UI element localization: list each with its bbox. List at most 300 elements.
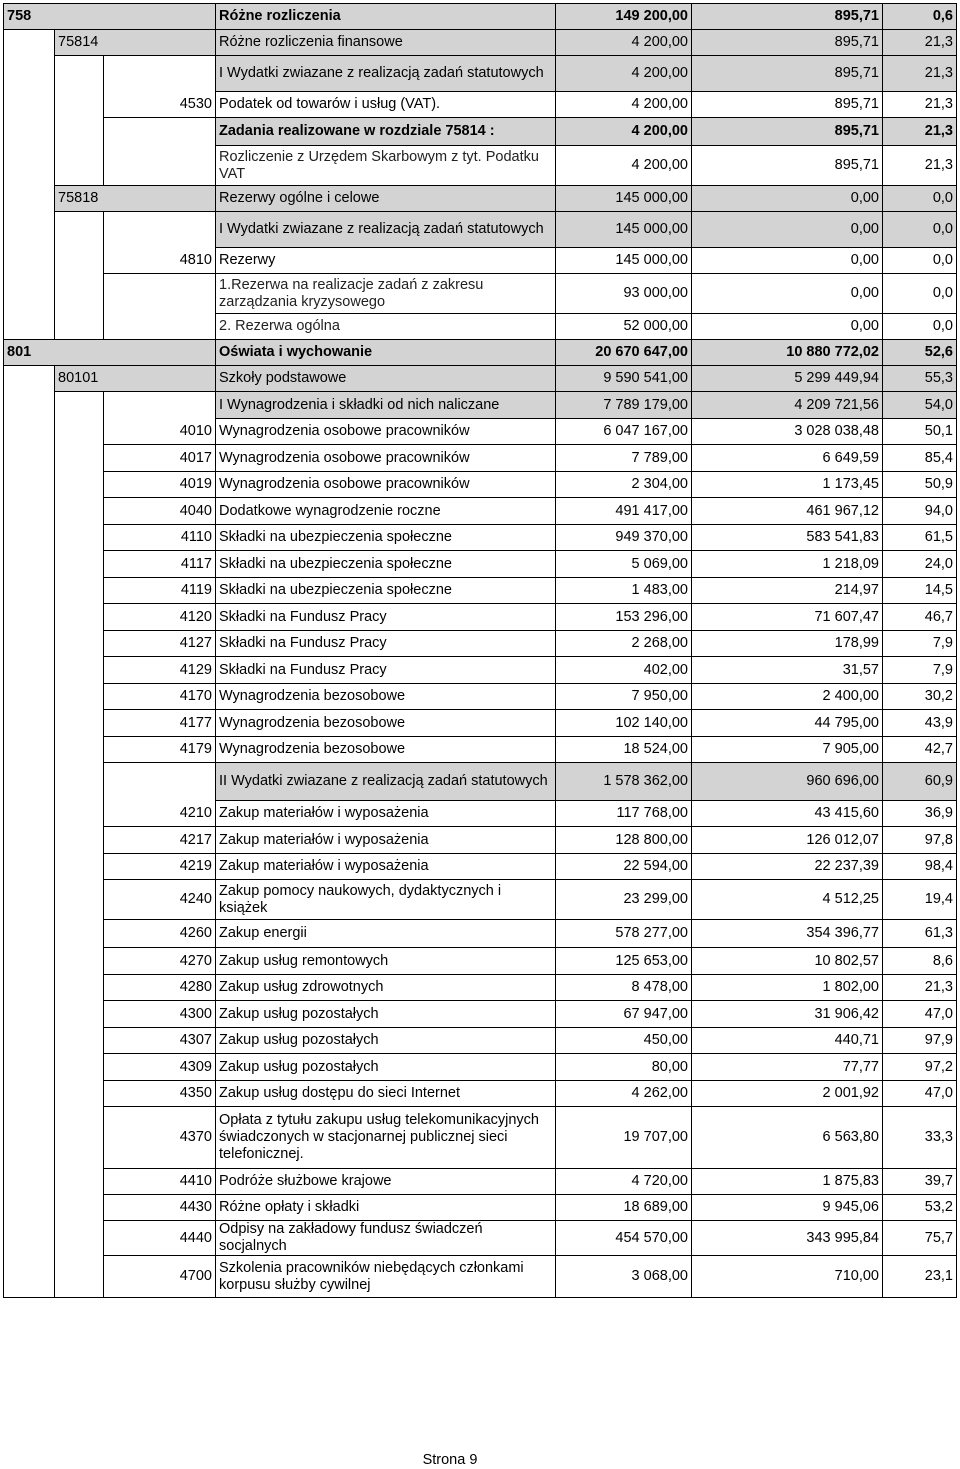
cell-plan: 7 789,00 — [556, 445, 692, 472]
cell-paragraf — [104, 763, 216, 801]
cell-name: 2. Rezerwa ogólna — [216, 314, 556, 340]
cell-paragraf: 4127 — [104, 631, 216, 657]
cell-name: Zakup materiałów i wyposażenia — [216, 854, 556, 880]
cell-procent: 55,3 — [883, 366, 957, 392]
cell-procent: 97,9 — [883, 1028, 957, 1054]
cell-plan: 949 370,00 — [556, 525, 692, 551]
cell-plan: 4 200,00 — [556, 56, 692, 92]
cell-plan: 4 200,00 — [556, 118, 692, 146]
cell-paragraf — [104, 314, 216, 340]
cell-procent: 23,1 — [883, 1256, 957, 1298]
cell-procent: 97,8 — [883, 827, 957, 854]
table-row — [4, 56, 957, 92]
cell-rozdzial — [55, 1054, 104, 1081]
cell-rozdzial — [55, 1081, 104, 1107]
cell-wykonanie: 77,77 — [692, 1054, 883, 1081]
cell-wykonanie: 44 795,00 — [692, 710, 883, 737]
cell-dzial — [4, 657, 55, 684]
cell-name: Wynagrodzenia osobowe pracowników — [216, 445, 556, 472]
cell-name: I Wynagrodzenia i składki od nich naliczane — [216, 392, 556, 419]
cell-plan: 491 417,00 — [556, 498, 692, 525]
cell-rozdzial — [55, 1256, 104, 1298]
cell-wykonanie: 178,99 — [692, 631, 883, 657]
cell-plan: 7 789 179,00 — [556, 392, 692, 419]
cell-dzial — [4, 186, 55, 212]
cell-wykonanie: 22 237,39 — [692, 854, 883, 880]
cell-plan: 145 000,00 — [556, 212, 692, 248]
cell-dzial — [4, 763, 55, 801]
cell-wykonanie: 710,00 — [692, 1256, 883, 1298]
cell-plan: 402,00 — [556, 657, 692, 684]
cell-name: Składki na Fundusz Pracy — [216, 604, 556, 631]
cell-procent: 42,7 — [883, 737, 957, 763]
cell-rozdzial — [55, 472, 104, 498]
cell-name: 1.Rezerwa na realizacje zadań z zakresu zarządzania kryzysowego — [216, 274, 556, 314]
cell-procent: 7,9 — [883, 657, 957, 684]
table-row — [4, 30, 957, 56]
cell-dzial — [4, 445, 55, 472]
table-row — [4, 551, 957, 578]
cell-wykonanie: 461 967,12 — [692, 498, 883, 525]
cell-wykonanie: 895,71 — [692, 56, 883, 92]
cell-name: Wynagrodzenia bezosobowe — [216, 710, 556, 737]
cell-wykonanie: 895,71 — [692, 146, 883, 186]
cell-paragraf — [104, 340, 216, 366]
cell-dzial — [4, 366, 55, 392]
cell-wykonanie: 214,97 — [692, 578, 883, 604]
cell-paragraf — [104, 366, 216, 392]
cell-dzial — [4, 1256, 55, 1298]
cell-wykonanie: 4 209 721,56 — [692, 392, 883, 419]
cell-name: Zakup usług dostępu do sieci Internet — [216, 1081, 556, 1107]
cell-dzial — [4, 498, 55, 525]
cell-name: Wynagrodzenia bezosobowe — [216, 737, 556, 763]
cell-paragraf: 4280 — [104, 975, 216, 1001]
cell-dzial — [4, 1195, 55, 1221]
cell-plan: 52 000,00 — [556, 314, 692, 340]
cell-rozdzial — [55, 4, 104, 30]
cell-paragraf: 4300 — [104, 1001, 216, 1028]
cell-rozdzial — [55, 1195, 104, 1221]
cell-dzial — [4, 92, 55, 118]
table-row — [4, 248, 957, 274]
cell-procent: 21,3 — [883, 56, 957, 92]
cell-dzial — [4, 472, 55, 498]
cell-name: Zakup pomocy naukowych, dydaktycznych i książek — [216, 880, 556, 920]
cell-name: Dodatkowe wynagrodzenie roczne — [216, 498, 556, 525]
table-row — [4, 340, 957, 366]
cell-procent: 54,0 — [883, 392, 957, 419]
cell-dzial — [4, 1001, 55, 1028]
cell-dzial — [4, 525, 55, 551]
budget-table — [3, 3, 957, 1298]
cell-wykonanie: 71 607,47 — [692, 604, 883, 631]
table-row — [4, 274, 957, 314]
cell-wykonanie: 0,00 — [692, 248, 883, 274]
cell-dzial — [4, 827, 55, 854]
table-row — [4, 1001, 957, 1028]
cell-rozdzial — [55, 1107, 104, 1169]
cell-rozdzial — [55, 578, 104, 604]
cell-rozdzial — [55, 118, 104, 146]
cell-paragraf: 4010 — [104, 419, 216, 445]
cell-wykonanie: 1 802,00 — [692, 975, 883, 1001]
cell-name: Zadania realizowane w rozdziale 75814 : — [216, 118, 556, 146]
cell-plan: 145 000,00 — [556, 186, 692, 212]
cell-dzial — [4, 1169, 55, 1195]
cell-dzial — [4, 920, 55, 948]
cell-procent: 85,4 — [883, 445, 957, 472]
cell-name: Rozliczenie z Urzędem Skarbowym z tyt. Podatku VAT — [216, 146, 556, 186]
cell-procent: 94,0 — [883, 498, 957, 525]
cell-paragraf — [104, 274, 216, 314]
cell-procent: 30,2 — [883, 684, 957, 710]
cell-rozdzial: 80101 — [55, 366, 104, 392]
cell-procent: 46,7 — [883, 604, 957, 631]
cell-procent: 14,5 — [883, 578, 957, 604]
cell-wykonanie: 895,71 — [692, 92, 883, 118]
cell-procent: 53,2 — [883, 1195, 957, 1221]
cell-rozdzial — [55, 737, 104, 763]
cell-rozdzial: 75814 — [55, 30, 104, 56]
cell-paragraf — [104, 392, 216, 419]
table-row — [4, 827, 957, 854]
cell-procent: 0,0 — [883, 212, 957, 248]
table-row — [4, 419, 957, 445]
cell-plan: 9 590 541,00 — [556, 366, 692, 392]
cell-rozdzial — [55, 248, 104, 274]
cell-plan: 578 277,00 — [556, 920, 692, 948]
cell-paragraf: 4017 — [104, 445, 216, 472]
cell-rozdzial — [55, 631, 104, 657]
cell-dzial — [4, 30, 55, 56]
cell-paragraf: 4179 — [104, 737, 216, 763]
table-row — [4, 975, 957, 1001]
cell-plan: 6 047 167,00 — [556, 419, 692, 445]
cell-procent: 97,2 — [883, 1054, 957, 1081]
table-row — [4, 92, 957, 118]
cell-wykonanie: 1 218,09 — [692, 551, 883, 578]
cell-dzial — [4, 392, 55, 419]
cell-rozdzial — [55, 146, 104, 186]
table-row — [4, 631, 957, 657]
cell-paragraf: 4210 — [104, 801, 216, 827]
cell-plan: 23 299,00 — [556, 880, 692, 920]
table-row — [4, 854, 957, 880]
cell-procent: 39,7 — [883, 1169, 957, 1195]
cell-rozdzial — [55, 56, 104, 92]
cell-wykonanie: 440,71 — [692, 1028, 883, 1054]
cell-paragraf: 4219 — [104, 854, 216, 880]
table-row — [4, 366, 957, 392]
cell-procent: 52,6 — [883, 340, 957, 366]
cell-wykonanie: 1 875,83 — [692, 1169, 883, 1195]
cell-rozdzial — [55, 854, 104, 880]
cell-wykonanie: 895,71 — [692, 30, 883, 56]
cell-procent: 50,1 — [883, 419, 957, 445]
cell-dzial — [4, 801, 55, 827]
cell-paragraf — [104, 118, 216, 146]
cell-plan: 4 200,00 — [556, 92, 692, 118]
cell-wykonanie: 6 649,59 — [692, 445, 883, 472]
cell-procent: 47,0 — [883, 1001, 957, 1028]
cell-plan: 4 262,00 — [556, 1081, 692, 1107]
cell-rozdzial — [55, 827, 104, 854]
table-row — [4, 472, 957, 498]
cell-plan: 102 140,00 — [556, 710, 692, 737]
cell-plan: 2 268,00 — [556, 631, 692, 657]
table-row — [4, 1169, 957, 1195]
table-row — [4, 710, 957, 737]
cell-name: Szkolenia pracowników niebędących członkami korpusu służby cywilnej — [216, 1256, 556, 1298]
cell-rozdzial — [55, 1001, 104, 1028]
cell-name: Odpisy na zakładowy fundusz świadczeń socjalnych — [216, 1221, 556, 1256]
cell-paragraf: 4129 — [104, 657, 216, 684]
cell-plan: 2 304,00 — [556, 472, 692, 498]
table-row — [4, 1195, 957, 1221]
cell-rozdzial: 75818 — [55, 186, 104, 212]
cell-wykonanie: 31 906,42 — [692, 1001, 883, 1028]
cell-dzial — [4, 1028, 55, 1054]
cell-wykonanie: 895,71 — [692, 118, 883, 146]
table-row — [4, 920, 957, 948]
cell-wykonanie: 0,00 — [692, 212, 883, 248]
cell-dzial — [4, 975, 55, 1001]
cell-name: Podróże służbowe krajowe — [216, 1169, 556, 1195]
cell-paragraf: 4110 — [104, 525, 216, 551]
cell-procent: 21,3 — [883, 92, 957, 118]
cell-dzial — [4, 737, 55, 763]
cell-name: Zakup usług zdrowotnych — [216, 975, 556, 1001]
cell-plan: 4 200,00 — [556, 30, 692, 56]
table-row — [4, 801, 957, 827]
cell-name: Zakup materiałów i wyposażenia — [216, 801, 556, 827]
cell-procent: 33,3 — [883, 1107, 957, 1169]
cell-wykonanie: 5 299 449,94 — [692, 366, 883, 392]
cell-paragraf: 4120 — [104, 604, 216, 631]
cell-rozdzial — [55, 92, 104, 118]
cell-name: Zakup usług pozostałych — [216, 1054, 556, 1081]
cell-paragraf — [104, 30, 216, 56]
table-row — [4, 763, 957, 801]
cell-paragraf — [104, 146, 216, 186]
cell-dzial — [4, 1221, 55, 1256]
cell-plan: 19 707,00 — [556, 1107, 692, 1169]
cell-procent: 43,9 — [883, 710, 957, 737]
cell-rozdzial — [55, 525, 104, 551]
cell-plan: 4 200,00 — [556, 146, 692, 186]
cell-procent: 75,7 — [883, 1221, 957, 1256]
cell-name: Rezerwy — [216, 248, 556, 274]
cell-name: Zakup usług pozostałych — [216, 1028, 556, 1054]
cell-rozdzial — [55, 880, 104, 920]
cell-wykonanie: 2 400,00 — [692, 684, 883, 710]
cell-rozdzial — [55, 975, 104, 1001]
cell-procent: 21,3 — [883, 30, 957, 56]
table-row — [4, 1081, 957, 1107]
cell-rozdzial — [55, 1221, 104, 1256]
cell-name: Szkoły podstawowe — [216, 366, 556, 392]
cell-name: Podatek od towarów i usług (VAT). — [216, 92, 556, 118]
table-row — [4, 392, 957, 419]
cell-rozdzial — [55, 419, 104, 445]
cell-name: Składki na ubezpieczenia społeczne — [216, 551, 556, 578]
cell-name: Składki na Fundusz Pracy — [216, 631, 556, 657]
cell-procent: 61,3 — [883, 920, 957, 948]
cell-name: Zakup materiałów i wyposażenia — [216, 827, 556, 854]
table-row — [4, 525, 957, 551]
table-row — [4, 657, 957, 684]
cell-procent: 0,0 — [883, 186, 957, 212]
cell-dzial — [4, 710, 55, 737]
table-row — [4, 684, 957, 710]
cell-procent: 36,9 — [883, 801, 957, 827]
cell-rozdzial — [55, 274, 104, 314]
cell-name: Składki na Fundusz Pracy — [216, 657, 556, 684]
cell-paragraf: 4117 — [104, 551, 216, 578]
cell-rozdzial — [55, 948, 104, 975]
cell-plan: 454 570,00 — [556, 1221, 692, 1256]
cell-plan: 1 578 362,00 — [556, 763, 692, 801]
cell-wykonanie: 10 802,57 — [692, 948, 883, 975]
table-row — [4, 445, 957, 472]
cell-rozdzial — [55, 392, 104, 419]
table-row — [4, 4, 957, 30]
cell-plan: 18 524,00 — [556, 737, 692, 763]
cell-procent: 50,9 — [883, 472, 957, 498]
cell-procent: 21,3 — [883, 146, 957, 186]
cell-rozdzial — [55, 314, 104, 340]
cell-plan: 20 670 647,00 — [556, 340, 692, 366]
cell-name: Różne opłaty i składki — [216, 1195, 556, 1221]
cell-name: Rezerwy ogólne i celowe — [216, 186, 556, 212]
cell-plan: 450,00 — [556, 1028, 692, 1054]
cell-name: I Wydatki zwiazane z realizacją zadań statutowych — [216, 56, 556, 92]
cell-wykonanie: 126 012,07 — [692, 827, 883, 854]
cell-plan: 117 768,00 — [556, 801, 692, 827]
cell-dzial — [4, 631, 55, 657]
cell-wykonanie: 3 028 038,48 — [692, 419, 883, 445]
cell-paragraf: 4170 — [104, 684, 216, 710]
table-row — [4, 1054, 957, 1081]
cell-procent: 0,0 — [883, 314, 957, 340]
table-row — [4, 186, 957, 212]
table-row — [4, 118, 957, 146]
cell-paragraf: 4119 — [104, 578, 216, 604]
table-row — [4, 737, 957, 763]
cell-name: Składki na ubezpieczenia społeczne — [216, 525, 556, 551]
cell-paragraf: 4260 — [104, 920, 216, 948]
cell-wykonanie: 0,00 — [692, 314, 883, 340]
cell-procent: 60,9 — [883, 763, 957, 801]
cell-plan: 125 653,00 — [556, 948, 692, 975]
cell-name: Różne rozliczenia — [216, 4, 556, 30]
cell-paragraf: 4019 — [104, 472, 216, 498]
cell-dzial — [4, 212, 55, 248]
cell-name: Wynagrodzenia osobowe pracowników — [216, 419, 556, 445]
table-row — [4, 1028, 957, 1054]
cell-name: Zakup usług pozostałych — [216, 1001, 556, 1028]
cell-procent: 21,3 — [883, 975, 957, 1001]
cell-paragraf: 4810 — [104, 248, 216, 274]
cell-paragraf: 4430 — [104, 1195, 216, 1221]
cell-rozdzial — [55, 801, 104, 827]
table-row — [4, 948, 957, 975]
cell-wykonanie: 343 995,84 — [692, 1221, 883, 1256]
cell-plan: 128 800,00 — [556, 827, 692, 854]
cell-procent: 24,0 — [883, 551, 957, 578]
cell-plan: 80,00 — [556, 1054, 692, 1081]
cell-plan: 67 947,00 — [556, 1001, 692, 1028]
table-row — [4, 578, 957, 604]
cell-dzial — [4, 1081, 55, 1107]
cell-plan: 5 069,00 — [556, 551, 692, 578]
cell-name: Zakup energii — [216, 920, 556, 948]
cell-rozdzial — [55, 1169, 104, 1195]
cell-paragraf: 4370 — [104, 1107, 216, 1169]
cell-plan: 1 483,00 — [556, 578, 692, 604]
cell-plan: 153 296,00 — [556, 604, 692, 631]
cell-wykonanie: 2 001,92 — [692, 1081, 883, 1107]
table-row — [4, 604, 957, 631]
cell-rozdzial — [55, 763, 104, 801]
cell-dzial — [4, 118, 55, 146]
cell-paragraf: 4309 — [104, 1054, 216, 1081]
table-row — [4, 314, 957, 340]
cell-procent: 98,4 — [883, 854, 957, 880]
cell-dzial — [4, 274, 55, 314]
cell-name: Oświata i wychowanie — [216, 340, 556, 366]
cell-rozdzial — [55, 340, 104, 366]
cell-name: Różne rozliczenia finansowe — [216, 30, 556, 56]
cell-paragraf — [104, 212, 216, 248]
cell-plan: 93 000,00 — [556, 274, 692, 314]
cell-dzial — [4, 604, 55, 631]
cell-paragraf: 4040 — [104, 498, 216, 525]
cell-name: Składki na ubezpieczenia społeczne — [216, 578, 556, 604]
cell-wykonanie: 10 880 772,02 — [692, 340, 883, 366]
cell-dzial — [4, 551, 55, 578]
cell-name: Zakup usług remontowych — [216, 948, 556, 975]
cell-paragraf: 4530 — [104, 92, 216, 118]
cell-dzial — [4, 314, 55, 340]
cell-wykonanie: 4 512,25 — [692, 880, 883, 920]
table-row — [4, 498, 957, 525]
cell-procent: 0,6 — [883, 4, 957, 30]
cell-dzial — [4, 419, 55, 445]
cell-paragraf: 4410 — [104, 1169, 216, 1195]
cell-rozdzial — [55, 1028, 104, 1054]
cell-paragraf — [104, 4, 216, 30]
cell-dzial — [4, 248, 55, 274]
cell-paragraf — [104, 56, 216, 92]
cell-procent: 0,0 — [883, 248, 957, 274]
cell-paragraf: 4240 — [104, 880, 216, 920]
cell-procent: 47,0 — [883, 1081, 957, 1107]
cell-plan: 22 594,00 — [556, 854, 692, 880]
table-row — [4, 146, 957, 186]
cell-paragraf: 4177 — [104, 710, 216, 737]
cell-wykonanie: 43 415,60 — [692, 801, 883, 827]
cell-paragraf: 4270 — [104, 948, 216, 975]
table-row — [4, 1221, 957, 1256]
table-row — [4, 1107, 957, 1169]
cell-dzial — [4, 854, 55, 880]
cell-procent: 8,6 — [883, 948, 957, 975]
page-number: Strona 9 — [422, 1452, 478, 1468]
cell-paragraf: 4440 — [104, 1221, 216, 1256]
cell-wykonanie: 6 563,80 — [692, 1107, 883, 1169]
